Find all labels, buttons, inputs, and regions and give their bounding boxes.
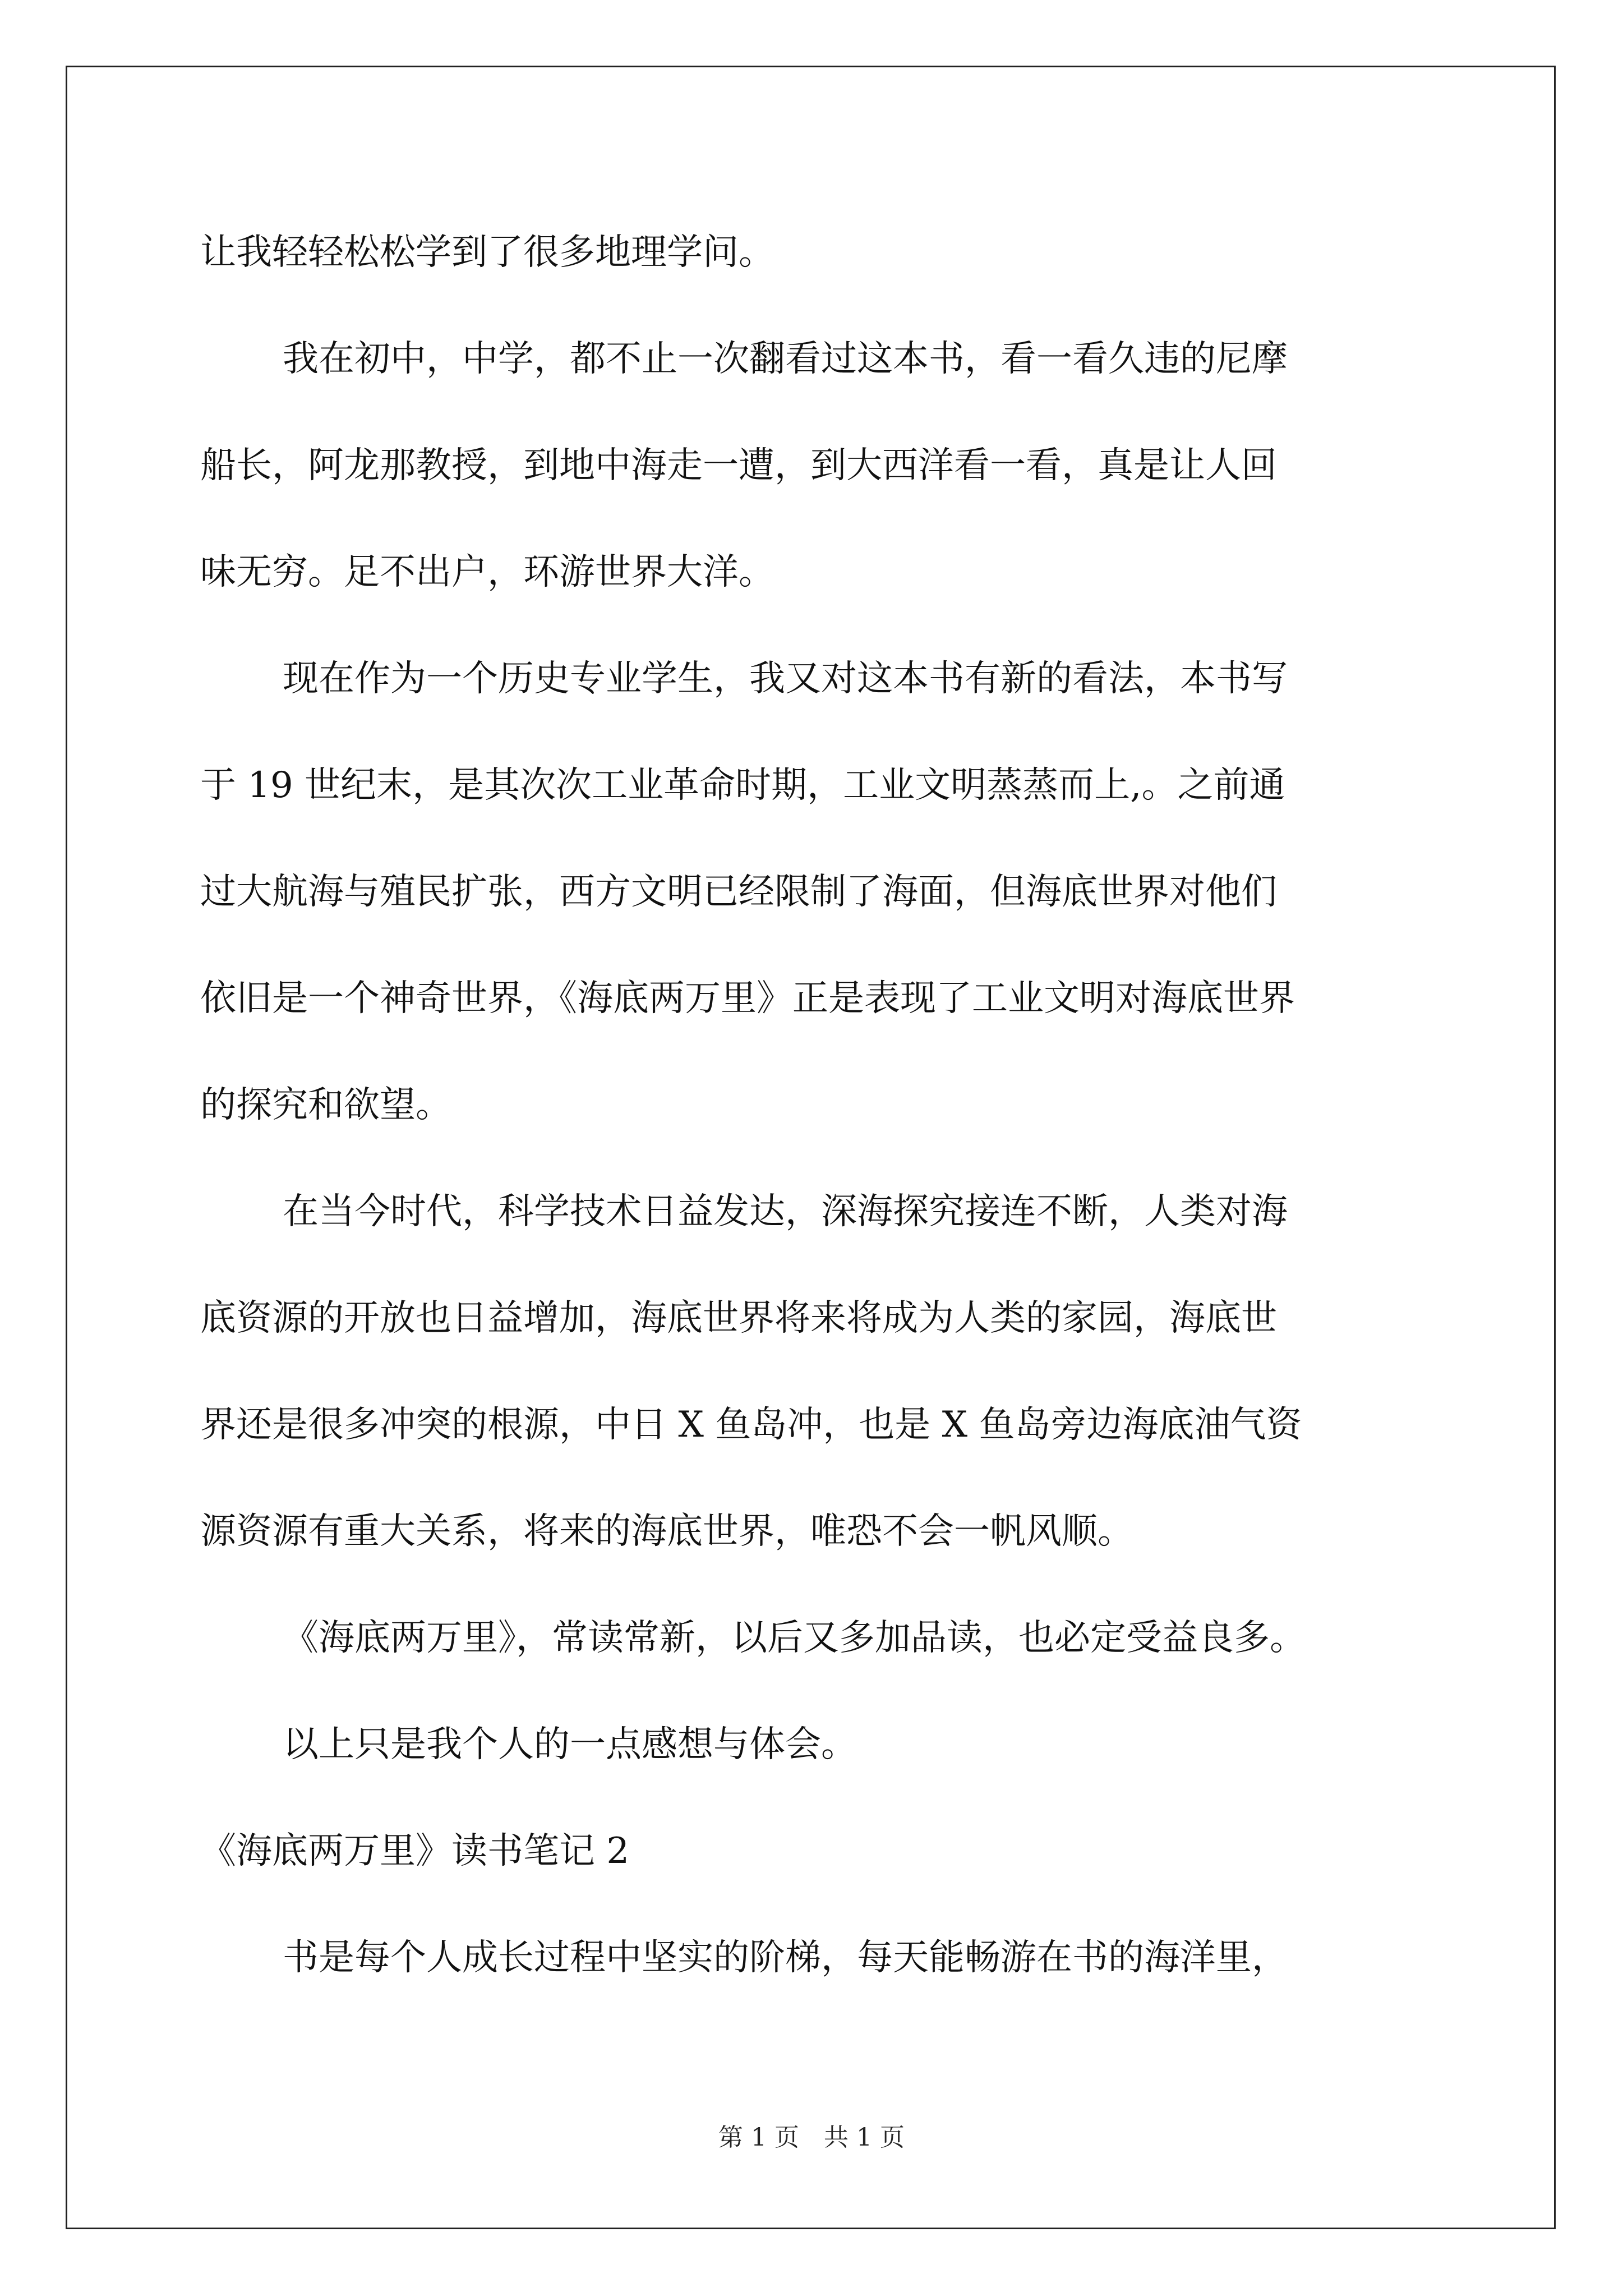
text-line: 过大航海与殖民扩张，西方文明已经限制了海面，但海底世界对他们	[200, 871, 1277, 913]
paragraph-start-line: 书是每个人成长过程中坚实的阶梯，每天能畅游在书的海洋里，	[283, 1937, 1288, 1978]
text-line: 源资源有重大关系，将来的海底世界，唯恐不会一帆风顺。	[200, 1511, 1133, 1552]
paragraph-start-line: 以上只是我个人的一点感想与体会。	[283, 1724, 857, 1765]
text-line: 于 19 世纪末，是其次次工业革命时期，工业文明蒸蒸而上,。之前通	[200, 765, 1285, 806]
section-heading: 《海底两万里》读书笔记 2	[200, 1830, 630, 1872]
paragraph-start-line: 我在初中，中学，都不止一次翻看过这本书，看一看久违的尼摩	[283, 338, 1288, 380]
text-line: 船长，阿龙那教授，到地中海走一遭，到大西洋看一看，真是让人回	[200, 445, 1277, 486]
page-footer: 第 1 页 共 1 页	[718, 2123, 905, 2152]
text-line: 的探究和欲望。	[200, 1084, 451, 1126]
text-line: 味无穷。足不出户，环游世界大洋。	[200, 551, 774, 593]
text-line: 底资源的开放也日益增加，海底世界将来将成为人类的家园，海底世	[200, 1297, 1277, 1339]
paragraph-start-line: 《海底两万里》，常读常新，以后又多加品读，也必定受益良多。	[283, 1617, 1306, 1659]
paragraph-start-line: 现在作为一个历史专业学生，我又对这本书有新的看法，本书写	[283, 658, 1288, 700]
document-body	[200, 219, 1462, 2031]
paragraph-start-line: 在当今时代，科学技术日益发达，深海探究接连不断，人类对海	[283, 1191, 1288, 1232]
text-line: 让我轻轻松松学到了很多地理学问。	[200, 232, 774, 273]
text-line: 界还是很多冲突的根源，中日 X 鱼岛冲，也是 X 鱼岛旁边海底油气资	[200, 1404, 1302, 1446]
text-line: 依旧是一个神奇世界，《海底两万里》正是表现了工业文明对海底世界	[200, 978, 1295, 1019]
